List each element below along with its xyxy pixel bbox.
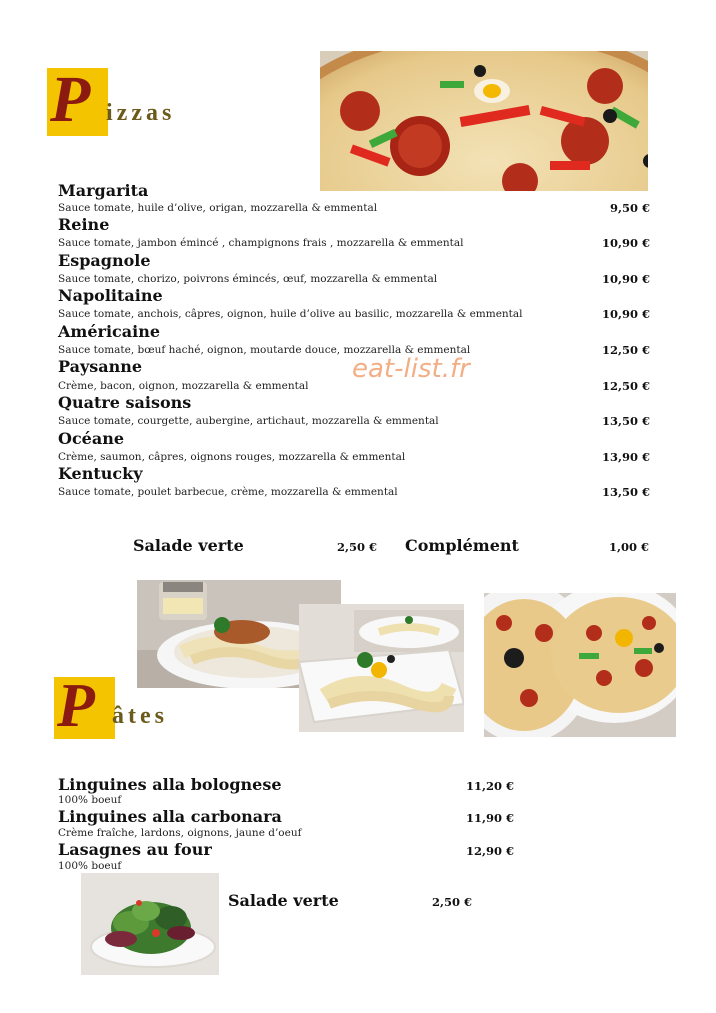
- pates-desc: 100% boeuf: [58, 794, 122, 806]
- pizza-price: 13,90 €: [601, 450, 650, 464]
- pizza-price: 13,50 €: [601, 485, 650, 499]
- pates-price: 11,20 €: [466, 779, 515, 793]
- pizzas-title: izzas: [106, 100, 176, 126]
- pizza-name: Américaine: [58, 322, 161, 341]
- pizza-desc: Sauce tomate, huile d’olive, origan, mozzarella & emmental: [58, 202, 378, 214]
- salade-verte-price: 2,50 €: [337, 540, 378, 554]
- pizza-price: 12,50 €: [601, 343, 650, 357]
- pizza-name: Napolitaine: [58, 286, 163, 305]
- pizza-price: 10,90 €: [601, 236, 650, 250]
- pizza-name: Quatre saisons: [58, 393, 192, 412]
- pizza-desc: Crème, saumon, câpres, oignons rouges, mozzarella & emmental: [58, 451, 406, 463]
- watermark: eat-list.fr: [352, 354, 470, 384]
- pizza-price: 10,90 €: [601, 307, 650, 321]
- pizza-name: Océane: [58, 429, 125, 448]
- pizza-price: 10,90 €: [601, 272, 650, 286]
- pizza-desc: Sauce tomate, jambon émincé , champignons frais , mozzarella & emmental: [58, 237, 464, 249]
- pizzas-logo-letter: P: [50, 63, 91, 136]
- pizza-name: Reine: [58, 215, 110, 234]
- complement-price: 1,00 €: [609, 540, 650, 554]
- pizza-price: 9,50 €: [609, 201, 650, 215]
- pates-price: 12,90 €: [466, 844, 515, 858]
- pates-logo-letter: P: [57, 672, 95, 740]
- salade-verte-label: Salade verte: [133, 536, 244, 555]
- pizza-price: 12,50 €: [601, 379, 650, 393]
- pates-price: 11,90 €: [466, 811, 515, 825]
- pizza-desc: Sauce tomate, chorizo, poivrons émincés, œuf, mozzarella & emmental: [58, 273, 438, 285]
- pates-title: âtes: [112, 703, 168, 729]
- pates-salade-verte-label: Salade verte: [228, 891, 339, 910]
- carbonara-photo: [299, 604, 464, 732]
- pizza-name: Paysanne: [58, 357, 143, 376]
- pizza-price: 13,50 €: [601, 414, 650, 428]
- pizza-name: Espagnole: [58, 251, 151, 270]
- pates-desc: Crème fraîche, lardons, oignons, jaune d’oeuf: [58, 827, 302, 839]
- pizza-name: Margarita: [58, 181, 149, 200]
- salad-photo: [81, 873, 219, 975]
- pizzas-photo: [484, 593, 676, 737]
- pizza-desc: Sauce tomate, anchois, câpres, oignon, huile d’olive au basilic, mozzarella & emmental: [58, 308, 523, 320]
- pizza-name: Kentucky: [58, 464, 143, 483]
- pates-name: Lasagnes au four: [58, 840, 212, 859]
- pates-desc: 100% boeuf: [58, 860, 122, 872]
- pizza-photo: [320, 51, 648, 191]
- complement-label: Complément: [405, 536, 519, 555]
- pates-name: Linguines alla bolognese: [58, 775, 282, 794]
- pates-name: Linguines alla carbonara: [58, 807, 282, 826]
- pizza-desc: Sauce tomate, poulet barbecue, crème, mozzarella & emmental: [58, 486, 398, 498]
- pizza-desc: Sauce tomate, bœuf haché, oignon, moutarde douce, mozzarella & emmental: [58, 344, 471, 356]
- pizza-desc: Crème, bacon, oignon, mozzarella & emmental: [58, 380, 309, 392]
- pizza-desc: Sauce tomate, courgette, aubergine, artichaut, mozzarella & emmental: [58, 415, 439, 427]
- pates-salade-verte-price: 2,50 €: [432, 895, 473, 909]
